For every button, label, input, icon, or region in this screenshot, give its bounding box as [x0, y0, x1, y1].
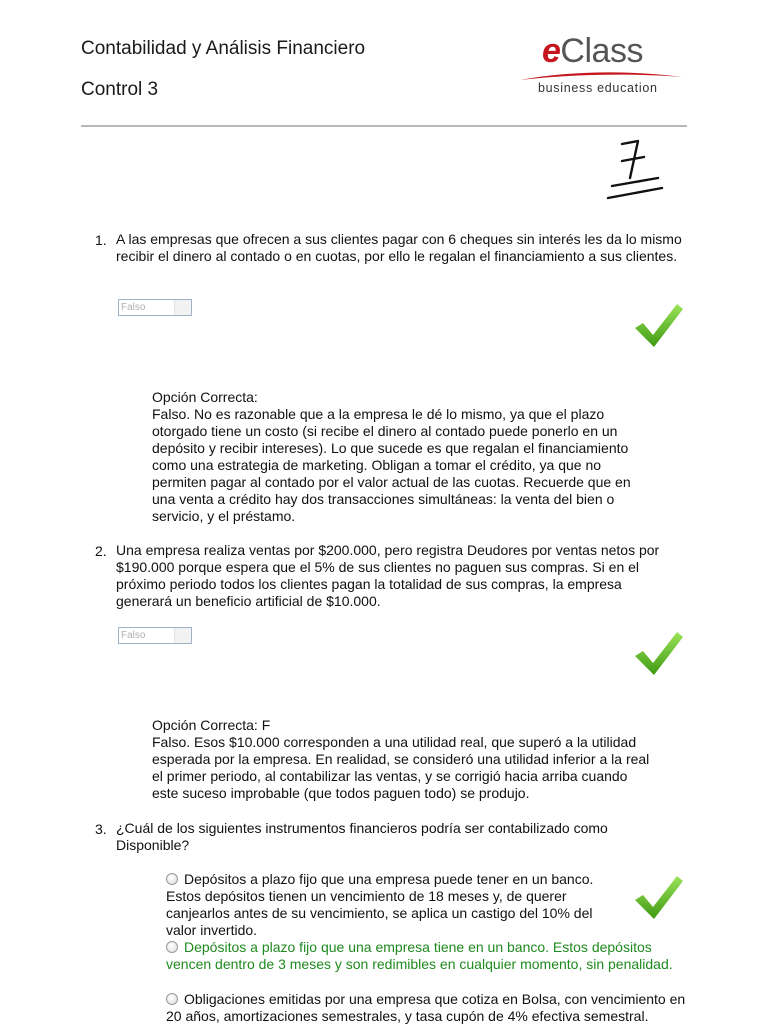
- checkmark-icon: [633, 630, 685, 678]
- control-title: Control 3: [81, 79, 159, 100]
- question-text: A las empresas que ofrecen a sus clientes pagar con 6 cheques sin interés les da lo mismo recibir el dinero al contado o en cuotas, por ello le regalan el financiamiento a sus clientes.: [116, 231, 682, 264]
- answer-field[interactable]: Falso: [118, 299, 192, 316]
- grade-mark-icon: [600, 130, 670, 210]
- checkmark-icon: [633, 874, 685, 922]
- logo-wordmark: eClass: [542, 32, 643, 70]
- option-2-correct[interactable]: [166, 939, 696, 973]
- radio-button[interactable]: [166, 993, 178, 1005]
- header-divider: [81, 125, 687, 127]
- feedback-text: Falso. No es razonable que a la empresa le dé lo mismo, ya que el plazo otorgado tiene un costo (si recibe el dinero al contado puede ponerlo en un depósito y recibir intereses). Lo que sucede es que regalan el financiamiento como una estrategia de marketing. Obligan a tomar el crédito, ya que no permiten pagar al contado por el valor actual de las cuotas. Recuerde que en una venta a crédito hay dos transacciones simultáneas: la venta del bien o servicio, y el préstamo.: [152, 406, 631, 524]
- question-number: 1.: [95, 232, 107, 248]
- answer-field[interactable]: Falso: [118, 627, 192, 644]
- handwritten-grade: [600, 130, 670, 215]
- question-text: Una empresa realiza ventas por $200.000, pero registra Deudores por ventas netos por $190.000 porque espera que el 5% de sus clientes no paguen sus compras. Si en el próximo periodo todos los clientes pagan la totalidad de sus compras, la empresa generará un beneficio artificial de $10.000.: [116, 542, 660, 609]
- eclass-logo: [512, 30, 688, 100]
- course-title: Contabilidad y Análisis Financiero: [81, 38, 366, 59]
- radio-button[interactable]: [166, 873, 178, 885]
- feedback-text: Falso. Esos $10.000 corresponden a una utilidad real, que superó a la utilidad esperada por la empresa. En realidad, se consideró una utilidad inferior a la real el primer periodo, al contabilizar las ventas, y se corrigió hacia arriba cuando este suceso improbable (que todos paguen todo) se produjo.: [152, 734, 650, 801]
- logo-tagline: business education: [538, 81, 658, 95]
- option-1[interactable]: [166, 871, 610, 939]
- checkmark-icon: [633, 302, 685, 350]
- option-3[interactable]: [166, 991, 696, 1025]
- feedback-title: Opción Correcta: F: [152, 717, 271, 733]
- option-text: Depósitos a plazo fijo que una empresa puede tener en un banco. Estos depósitos tienen un vencimiento de 18 meses y, de querer canjearlos antes de su vencimiento, se aplica un castigo del 10% del valor invertido.: [166, 871, 594, 938]
- question-number: 2.: [95, 543, 107, 559]
- question-number: 3.: [95, 821, 107, 837]
- option-text: Obligaciones emitidas por una empresa que cotiza en Bolsa, con vencimiento en 20 años, amortizaciones semestrales, y tasa cupón de 4% efectiva semestral.: [166, 991, 686, 1024]
- radio-button[interactable]: [166, 941, 178, 953]
- feedback-title: Opción Correcta:: [152, 389, 258, 405]
- option-text: Depósitos a plazo fijo que una empresa tiene en un banco. Estos depósitos vencen dentro de 3 meses y son redimibles en cualquier momento, sin penalidad.: [166, 939, 673, 972]
- question-text: ¿Cuál de los siguientes instrumentos financieros podría ser contabilizado como Disponible?: [116, 820, 608, 853]
